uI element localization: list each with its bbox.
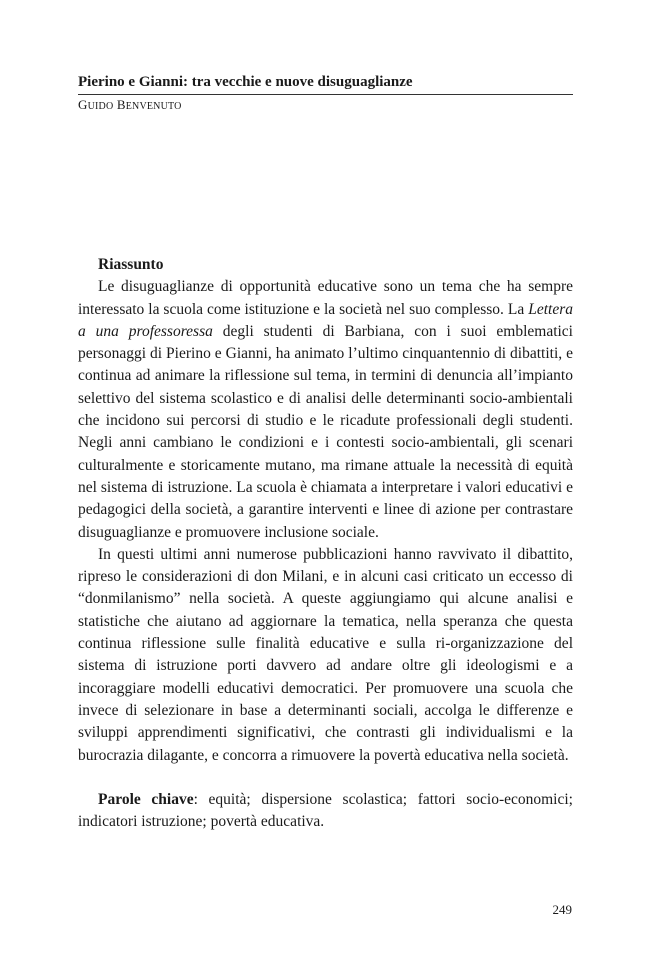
abstract-section [78, 254, 573, 833]
author-last-initial: B [116, 97, 126, 112]
header-rule [78, 94, 573, 95]
article-header [78, 72, 573, 116]
book-title-italic: Lettera a una professoressa [78, 300, 573, 340]
author-last-rest: ENVENUTO [125, 101, 182, 112]
article-title: Pierino e Gianni: tra vecchie e nuove disuguaglianze [78, 74, 413, 90]
abstract-paragraph-2: In questi ultimi anni numerose pubblicazioni hanno ravvivato il dibattito, ripreso le considerazioni di don Milani, e in alcuni casi criticato un eccesso di “donmilanismo” nella società. A queste aggiungiamo qui alcune analisi e statistiche che aiutano ad aggiornare la tematica, nella speranza che questa continua riflessione sulle finalità educative e sulla ri-organizzazione del sistema di istruzione porti davvero ad andare oltre gli ideologismi e a incoraggiare modelli educativi democratici. Per promuovere una scuola che invece di selezionare in base a determinanti sociali, accolga le differenze e sviluppi apprendimenti significativi, che contrasti gli individualismi e la burocrazia dilagante, e concorra a rimuovere la povertà educativa nella società. [78, 545, 573, 764]
page-number: 249 [552, 902, 572, 917]
abstract-p1-text-a: Le disuguaglianze di opportunità educative sono un tema che ha sempre interessato la scuola come istituzione e la società nel suo complesso. La [78, 278, 573, 318]
keywords-label: Parole chiave [98, 790, 194, 808]
abstract-heading: Riassunto [98, 256, 164, 273]
keywords-text: : equità; dispersione scolastica; fattori socio-economici; indicatori istruzione; povertà educativa. [78, 790, 573, 831]
author-first-rest: UIDO [87, 101, 114, 112]
author-name [78, 96, 573, 116]
author-first-initial: G [78, 97, 88, 112]
abstract-paragraph-1 [78, 276, 573, 544]
keywords-line [78, 789, 573, 834]
abstract-p1-text-b: degli studenti di Barbiana, con i suoi emblematici personaggi di Pierino e Gianni, ha animato l’ultimo cinquantennio di dibattiti, e continua ad animare la riflessione sul tema, in termini di denuncia all’impianto selettivo del sistema scolastico e di analisi delle determinanti socio-ambientali che incidono sui percorsi di studio e le ricadute professionali degli studenti. Negli anni cambiano le condizioni e i contesti socio-ambientali, gli scenari culturalmente e storicamente mutano, ma rimane attuale la necessità di equità nel sistema di istruzione. La scuola è chiamata a interpretare i valori educativi e pedagogici della società, a garantire interventi e linee di azione per contrastare disuguaglianze e promuovere inclusione sociale. [78, 322, 573, 541]
